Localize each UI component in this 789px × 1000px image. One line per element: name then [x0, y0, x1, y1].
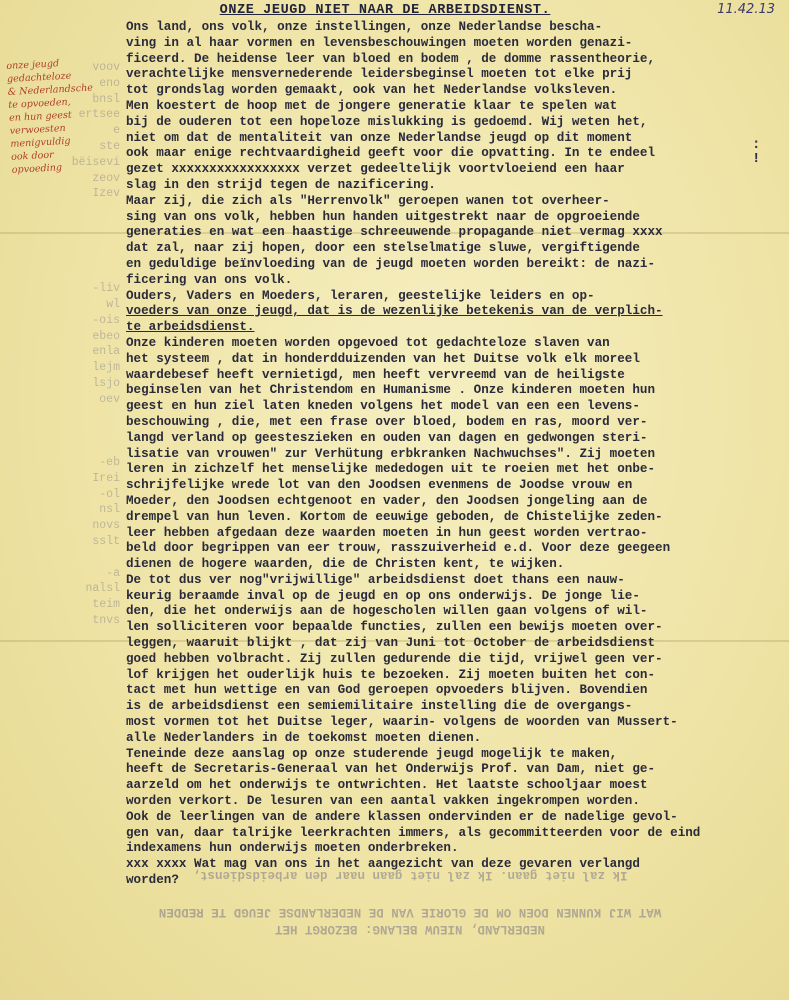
ghost-line: bnsl [92, 92, 120, 106]
ghost-line: -ol [99, 487, 120, 501]
body-line: ook maar enige rechtvaardigheid geeft voor die opvatting. In te endeel [126, 146, 656, 161]
body-line: dat zal, naar zij hopen, door een stelselmatige sluwe, vergiftigende [126, 241, 640, 256]
body-line: gen van, daar talrijke leerkrachten immers, als gecommitteerden voor de eind [126, 825, 701, 840]
body-line: indexamens hun onderwijs moeten onderbreken. [126, 841, 459, 856]
body-line: lisatie van vrouwen" zur Verhütung erbkranken Nachwuchses". Zij moeten [126, 446, 656, 461]
body-line: Moeder, den Joodsen echtgenoot en vader, den Joodsen jongeling aan de [126, 493, 648, 508]
body-line: aarzeld om het onderwijs te ontwrichten. Het laatste schooljaar moest [126, 778, 648, 793]
ghost-line: lsjo [92, 376, 120, 390]
ghost-line [40, 265, 120, 281]
body-line: bij de ouderen tot een hopeloze mislukking is gedoemd. Wij weten het, [126, 114, 648, 129]
body-line: beginselen van het Christendom en Humanisme . Onze kinderen moeten hun [126, 383, 656, 398]
body-line: xxx xxxx Wat mag van ons in het aangezicht van deze gevaren verlangd [126, 857, 640, 872]
ghost-line: teim [92, 598, 120, 612]
ghost-line: -liv [92, 282, 120, 296]
body-line: dienen de hogere waarden, die de Christen kent, te wijken. [126, 557, 565, 572]
ghost-line: bëisevi [71, 155, 120, 169]
ghost-line: tnvs [92, 613, 120, 627]
body-line: en geduldige beïnvloeding van de jeugd moeten worden bereikt: de nazi- [126, 256, 656, 271]
ghost-line: zeov [92, 171, 120, 185]
margin-note-line: opvoeding [11, 162, 63, 176]
document-number: 11.42.13 [717, 2, 775, 17]
ghost-line: -a [106, 566, 120, 580]
ghost-line: oev [99, 392, 120, 406]
body-line: heeft de Secretaris-Generaal van het Onderwijs Prof. van Dam, niet ge- [126, 762, 656, 777]
ghost-line: -eb [99, 455, 120, 469]
handwritten-margin-note [6, 55, 112, 177]
body-line: worden? [126, 873, 179, 888]
ghost-line: eno [99, 76, 120, 90]
margin-note-line: onze jeugd [6, 58, 60, 72]
body-line: worden verkort. De lesuren van een aantal vakken ingekrompen worden. [126, 794, 640, 809]
body-line: Teneinde deze aanslag op onze studerende jeugd mogelijk te maken, [126, 746, 618, 761]
margin-note-line: verwoesten [9, 122, 66, 137]
ghost-line: -ois [92, 313, 120, 327]
body-line: generaties en wat een haastige schreeuwende propagande niet vermag xxxx [126, 225, 663, 240]
body-line: ficering van ons volk. [126, 272, 293, 287]
ghost-line: lejm [92, 361, 120, 375]
ghost-line: Izev [92, 187, 120, 201]
body-line: drempel van hun leven. Kortom de eeuwige geboden, de Chistelijke zeden- [126, 509, 663, 524]
ghost-line: ertsee [78, 108, 120, 122]
body-line: Men koestert de hoop met de jongere generatie klaar te spelen wat [126, 98, 618, 113]
ghost-line [40, 423, 120, 439]
body-line: leren in zichzelf het menselijke mededogen uit te roeien met het onbe- [126, 462, 656, 477]
body-line: Ons land, ons volk, onze instellingen, onze Nederlandse bescha- [126, 20, 603, 34]
body-line: keurig beraamde inval op de jeugd en op ons onderwijs. De jonge lie- [126, 588, 640, 603]
ghost-line: wl [106, 297, 120, 311]
margin-note-line: te opvoeden, [8, 96, 72, 111]
body-line: leggen, waaruit blijkt , dat zij van Juni tot October de arbeidsdienst [126, 636, 656, 651]
body-line: schrijfelijke wrede lot van den Joodsen evenmens de Joodse vrouw en [126, 478, 633, 493]
ghost-line: Irei [92, 471, 120, 485]
body-line: tact met hun wettige en van God geroepen opvoeders blijven. Bovendien [126, 683, 648, 698]
ghost-line: novs [92, 519, 120, 533]
bleed-through-line: NEDERLAND, NIEUW BELANG: BEZORGT HET [274, 922, 546, 936]
body-line: most vormen tot het Duitse leger, waarin- volgens de woorden van Mussert- [126, 715, 678, 730]
ghost-line: nalsl [85, 582, 120, 596]
body-line: den, die het onderwijs aan de hogescholen willen gaan volgens of wil- [126, 604, 648, 619]
ghost-line [40, 234, 120, 250]
ghost-line: ebeo [92, 329, 120, 343]
ghost-line: ste [99, 139, 120, 153]
bleed-through-line: Ik zal niet gaan. Ik zal niet gaan naar den arbeidsdienst, [192, 868, 628, 882]
ghost-line [40, 250, 120, 266]
body-line: het systeem , dat in honderdduizenden van het Duitse volk elk moreel [126, 351, 640, 366]
ghost-line: sslt [92, 534, 120, 548]
body-line: waardebesef heeft vernietigd, men heeft vervreemd van de heiligste [126, 367, 625, 382]
body-line: slag in den strijd tegen de nazificering. [126, 177, 436, 192]
ghost-line: enla [92, 345, 120, 359]
body-line: langd verland op geesteszieken en ouden van dagen en gedwongen steri- [126, 430, 648, 445]
bleed-through-line: WAT WIJ KUNNEN DOEN OM DE GLORIE VAN DE NEDERLANDSE JEUGD TE REDDEN [158, 905, 662, 919]
margin-note-line: en hun geest [8, 109, 73, 124]
margin-note-line: menigvuldig [10, 135, 71, 150]
margin-note-line: & Nederlandsche [7, 82, 94, 98]
document-body [126, 20, 746, 889]
body-line: Ook de leerlingen van de andere klassen ondervinden er de nadelige gevol- [126, 809, 678, 824]
body-line: niet om dat de mentaliteit van onze Nederlandse jeugd op dit moment [126, 130, 633, 145]
body-line: Onze kinderen moeten worden opgevoed tot gedachteloze slaven van [126, 335, 610, 350]
body-line: De tot dus ver nog"vrijwillige" arbeidsdienst doet thans een nauw- [126, 572, 625, 587]
body-line: ficeerd. De heidense leer van bloed en bodem , de domme rassentheorie, [126, 51, 656, 66]
body-line: alle Nederlanders in de toekomst moeten dienen. [126, 730, 482, 745]
body-line: leer hebben afgedaan deze waarden moeten in hun geest worden vertrao- [126, 525, 648, 540]
body-line: voeders van onze jeugd, dat is de wezenlijke betekenis van de verplich- [126, 304, 663, 319]
body-line: lof krijgen het ouderlijk huis te bezoeken. Zij moeten buiten het con- [126, 667, 656, 682]
body-line: len solliciteren voor bepaalde functies, zullen een bewijs moeten over- [126, 620, 663, 635]
body-line: gezet xxxxxxxxxxxxxxxxx verzet gedeeltelijk voortvloeiend een haar [126, 162, 625, 177]
body-line: beschouwing , die, met een frase over bloed, bodem en ras, moord ver- [126, 414, 648, 429]
body-line: sing van ons volk, hebben hun handen uitgestrekt naar de opgroeiende [126, 209, 640, 224]
ghost-line: voov [92, 61, 120, 74]
body-line: tot grondslag worden gemaakt, ook van het Nederlandse volksleven. [126, 83, 618, 98]
body-line: Maar zij, die zich als "Herrenvolk" geroepen wanen tot overheer- [126, 193, 610, 208]
document-title: ONZE JEUGD NIET NAAR DE ARBEIDSDIENST. [219, 3, 551, 18]
ghost-line [40, 202, 120, 218]
ghost-line [40, 439, 120, 455]
margin-mark: : [752, 137, 761, 153]
ghost-line [40, 550, 120, 566]
ghost-line [40, 408, 120, 424]
ghost-line: e [113, 124, 120, 138]
margin-note-line: ook door [10, 149, 55, 163]
ghost-line: nsl [99, 503, 120, 517]
body-line: is de arbeidsdienst een semiemilitaire instelling die de overgangs- [126, 699, 633, 714]
body-line: goed hebben volbracht. Zij zullen gedurende die tijd, vrijwel geen ver- [126, 651, 663, 666]
body-line: te arbeidsdienst. [126, 320, 255, 335]
ghost-line [40, 218, 120, 234]
body-line: ving in al haar vormen en levensbeschouwingen moeten worden genazi- [126, 35, 633, 50]
margin-note-line: gedachteloze [6, 70, 72, 85]
body-line: beld door begrippen van eer trouw, rasszuiverheid e.d. Voor deze geegeen [126, 541, 671, 556]
body-line: Ouders, Vaders en Moeders, leraren, geestelijke leiders en op- [126, 288, 595, 303]
margin-mark: ! [752, 151, 761, 167]
body-line: geest en hun ziel laten kneden volgens het model van een een levens- [126, 399, 640, 414]
body-line: verachtelijke mensvernederende leidersbeginsel moeten tot elke prij [126, 67, 633, 82]
